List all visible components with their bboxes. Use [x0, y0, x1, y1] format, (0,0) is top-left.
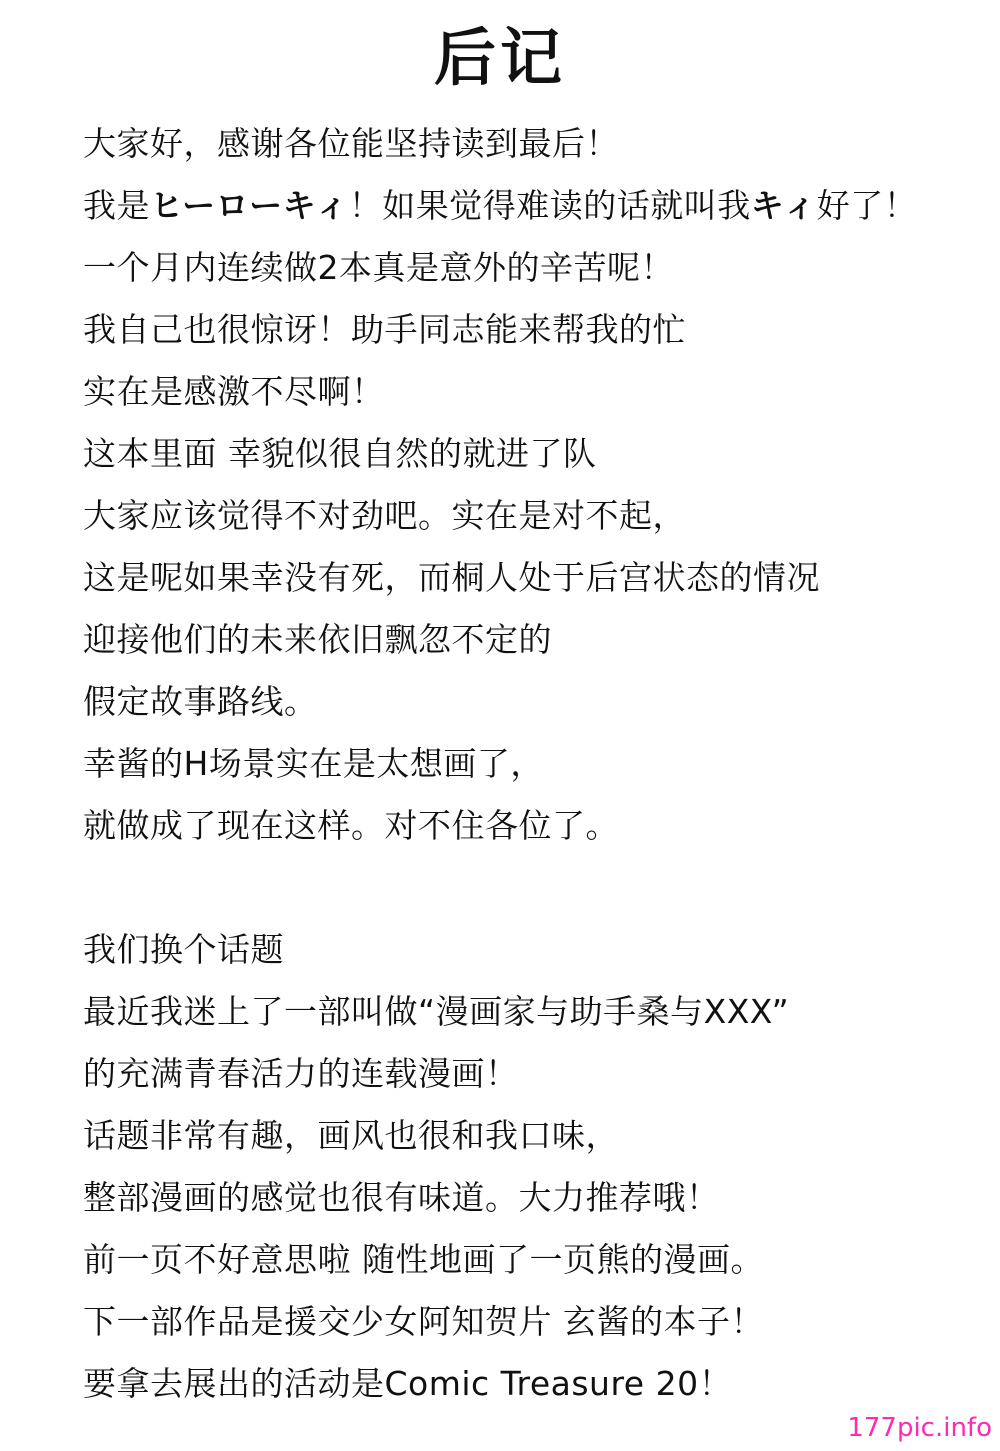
author-name-full: ヒーローキィ: [150, 186, 349, 225]
text-line: 大家应该觉得不对劲吧。实在是对不起，: [83, 496, 686, 535]
text-line: 话题非常有趣，画风也很和我口味，: [83, 1116, 619, 1155]
text-line: 幸酱的H场景实在是太想画了，: [83, 744, 544, 783]
text-line: 最近我迷上了一部叫做“漫画家与助手桑与XXX”: [83, 992, 790, 1031]
text-line: 实在是感激不尽啊！: [83, 372, 385, 411]
text-line: 这本里面 幸貌似很自然的就进了队: [83, 434, 597, 473]
text-line: 大家好，感谢各位能坚持读到最后！: [83, 124, 619, 163]
text-line: 我们换个话题: [83, 930, 284, 969]
author-name-short: キィ: [750, 186, 817, 225]
text-segment: ！如果觉得难读的话就叫我: [348, 186, 751, 225]
text-line-author-name: [83, 175, 983, 237]
text-line: 迎接他们的未来依旧飘忽不定的: [83, 620, 552, 659]
watermark-text: 177pic.info: [847, 1413, 992, 1443]
paragraph-gap: [83, 857, 983, 919]
text-line: 一个月内连续做2本真是意外的辛苦呢！: [83, 248, 674, 287]
text-line: 假定故事路线。: [83, 682, 318, 721]
text-line: 的充满青春活力的连载漫画！: [83, 1054, 519, 1093]
afterword-body: [83, 113, 983, 1415]
text-segment: 好了！: [816, 186, 918, 225]
text-line: 前一页不好意思啦 随性地画了一页熊的漫画。: [83, 1240, 764, 1279]
text-line: 就做成了现在这样。对不住各位了。: [83, 806, 619, 845]
text-line: 这是呢如果幸没有死，而桐人处于后宫状态的情况: [83, 558, 820, 597]
text-line: 我自己也很惊讶！助手同志能来帮我的忙: [83, 310, 686, 349]
text-line: 要拿去展出的活动是Comic Treasure 20！: [83, 1364, 733, 1403]
text-line: 整部漫画的感觉也很有味道。大力推荐哦！: [83, 1178, 720, 1217]
text-segment: 我是: [83, 186, 150, 225]
page-title: 后记: [433, 21, 566, 94]
text-line: 下一部作品是援交少女阿知贺片 玄酱的本子！: [83, 1302, 764, 1341]
